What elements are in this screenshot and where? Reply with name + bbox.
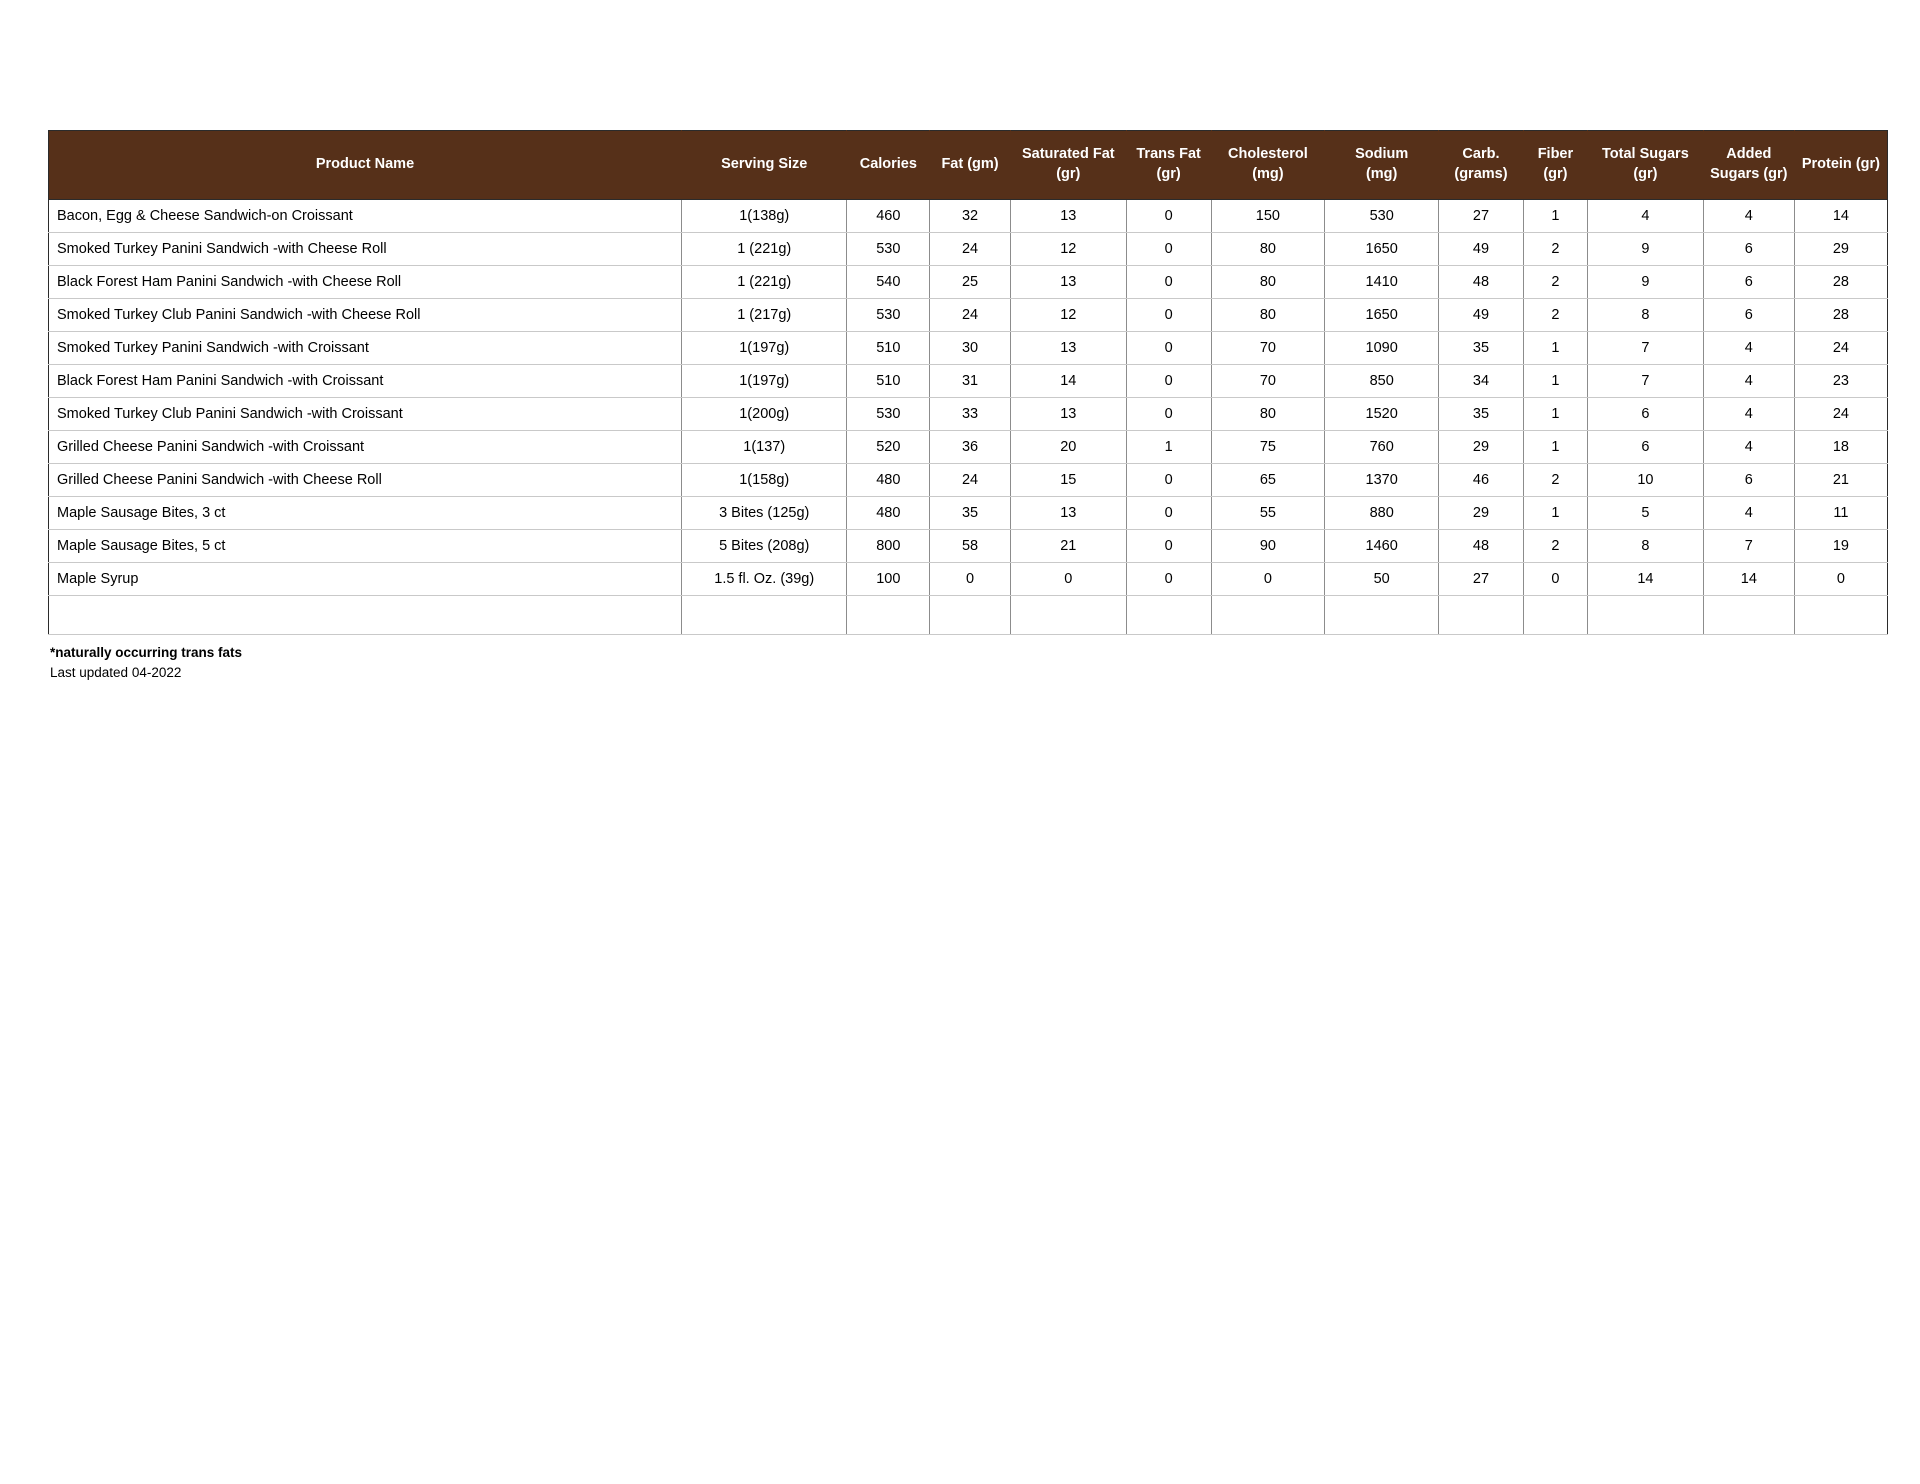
cell-added-sugars: 4 [1703,497,1794,530]
cell-saturated-fat: 13 [1010,398,1126,431]
cell-carb: 49 [1439,299,1524,332]
cell-fat: 58 [930,530,1011,563]
column-header-protein: Protein (gr) [1794,131,1887,200]
cell-fat [930,596,1011,635]
cell-serving-size [681,596,846,635]
cell-calories: 480 [847,464,930,497]
cell-cholesterol: 70 [1211,365,1325,398]
table-header [49,131,1888,200]
cell-carb [1439,596,1524,635]
cell-protein: 11 [1794,497,1887,530]
cell-sodium: 880 [1325,497,1439,530]
cell-calories [847,596,930,635]
cell-protein: 24 [1794,398,1887,431]
cell-calories: 800 [847,530,930,563]
cell-fiber: 1 [1523,365,1587,398]
cell-sodium: 760 [1325,431,1439,464]
table-row [49,431,1888,464]
cell-trans-fat: 0 [1126,497,1211,530]
cell-serving-size: 1(200g) [681,398,846,431]
column-header-serving-size: Serving Size [681,131,846,200]
cell-product-name: Grilled Cheese Panini Sandwich -with Croissant [49,431,682,464]
cell-fiber: 1 [1523,200,1587,233]
cell-total-sugars: 14 [1587,563,1703,596]
cell-sodium: 530 [1325,200,1439,233]
cell-protein: 18 [1794,431,1887,464]
cell-trans-fat: 0 [1126,200,1211,233]
cell-total-sugars: 6 [1587,398,1703,431]
cell-added-sugars: 14 [1703,563,1794,596]
cell-fiber: 1 [1523,431,1587,464]
cell-protein: 14 [1794,200,1887,233]
cell-calories: 510 [847,332,930,365]
column-header-calories: Calories [847,131,930,200]
column-header-added-sugars: Added Sugars (gr) [1703,131,1794,200]
cell-serving-size: 1 (217g) [681,299,846,332]
cell-trans-fat: 0 [1126,530,1211,563]
cell-product-name: Smoked Turkey Panini Sandwich -with Cheese Roll [49,233,682,266]
table-header-row [49,131,1888,200]
cell-sodium: 1650 [1325,233,1439,266]
cell-sodium [1325,596,1439,635]
cell-fiber: 1 [1523,497,1587,530]
cell-carb: 48 [1439,530,1524,563]
table-row [49,398,1888,431]
table-row [49,233,1888,266]
cell-saturated-fat: 14 [1010,365,1126,398]
cell-carb: 27 [1439,200,1524,233]
cell-fat: 31 [930,365,1011,398]
cell-saturated-fat: 20 [1010,431,1126,464]
cell-cholesterol: 150 [1211,200,1325,233]
cell-saturated-fat: 13 [1010,200,1126,233]
cell-serving-size: 1 (221g) [681,233,846,266]
cell-fiber: 2 [1523,530,1587,563]
cell-cholesterol: 80 [1211,299,1325,332]
cell-trans-fat: 1 [1126,431,1211,464]
cell-fiber: 1 [1523,398,1587,431]
cell-trans-fat: 0 [1126,233,1211,266]
cell-carb: 48 [1439,266,1524,299]
cell-trans-fat: 0 [1126,266,1211,299]
cell-saturated-fat [1010,596,1126,635]
cell-added-sugars: 4 [1703,332,1794,365]
cell-fat: 0 [930,563,1011,596]
cell-total-sugars: 4 [1587,200,1703,233]
cell-serving-size: 1(158g) [681,464,846,497]
cell-added-sugars: 4 [1703,200,1794,233]
cell-trans-fat: 0 [1126,563,1211,596]
cell-sodium: 1370 [1325,464,1439,497]
cell-cholesterol [1211,596,1325,635]
cell-calories: 460 [847,200,930,233]
cell-carb: 34 [1439,365,1524,398]
cell-calories: 510 [847,365,930,398]
cell-product-name: Black Forest Ham Panini Sandwich -with Cheese Roll [49,266,682,299]
cell-calories: 480 [847,497,930,530]
cell-added-sugars: 6 [1703,299,1794,332]
cell-added-sugars: 6 [1703,266,1794,299]
column-header-fat: Fat (gm) [930,131,1011,200]
cell-protein: 19 [1794,530,1887,563]
cell-product-name: Smoked Turkey Panini Sandwich -with Croissant [49,332,682,365]
cell-added-sugars [1703,596,1794,635]
cell-fiber: 0 [1523,563,1587,596]
cell-fiber: 2 [1523,233,1587,266]
cell-sodium: 1650 [1325,299,1439,332]
cell-total-sugars: 7 [1587,365,1703,398]
cell-sodium: 1410 [1325,266,1439,299]
cell-fiber: 2 [1523,266,1587,299]
cell-total-sugars: 7 [1587,332,1703,365]
cell-cholesterol: 80 [1211,266,1325,299]
cell-serving-size: 1 (221g) [681,266,846,299]
footnotes [48,643,1920,684]
cell-carb: 27 [1439,563,1524,596]
cell-calories: 530 [847,233,930,266]
cell-product-name: Grilled Cheese Panini Sandwich -with Cheese Roll [49,464,682,497]
cell-product-name: Maple Sausage Bites, 3 ct [49,497,682,530]
cell-product-name: Maple Syrup [49,563,682,596]
cell-carb: 46 [1439,464,1524,497]
cell-fat: 36 [930,431,1011,464]
column-header-fiber: Fiber (gr) [1523,131,1587,200]
column-header-cholesterol: Cholesterol (mg) [1211,131,1325,200]
cell-protein: 28 [1794,299,1887,332]
table-row [49,200,1888,233]
cell-saturated-fat: 15 [1010,464,1126,497]
cell-fat: 32 [930,200,1011,233]
cell-product-name: Bacon, Egg & Cheese Sandwich-on Croissant [49,200,682,233]
column-header-product-name: Product Name [49,131,682,200]
cell-total-sugars: 9 [1587,266,1703,299]
cell-total-sugars: 5 [1587,497,1703,530]
column-header-trans-fat: Trans Fat (gr) [1126,131,1211,200]
cell-protein: 29 [1794,233,1887,266]
cell-total-sugars [1587,596,1703,635]
table-row [49,365,1888,398]
cell-fiber [1523,596,1587,635]
table-row [49,596,1888,635]
table-row [49,332,1888,365]
cell-added-sugars: 4 [1703,365,1794,398]
column-header-saturated-fat: Saturated Fat (gr) [1010,131,1126,200]
cell-product-name: Smoked Turkey Club Panini Sandwich -with Croissant [49,398,682,431]
cell-trans-fat: 0 [1126,332,1211,365]
cell-protein: 24 [1794,332,1887,365]
nutrition-table [48,130,1888,635]
cell-serving-size: 1(138g) [681,200,846,233]
cell-added-sugars: 4 [1703,398,1794,431]
cell-added-sugars: 4 [1703,431,1794,464]
column-header-carb: Carb. (grams) [1439,131,1524,200]
cell-cholesterol: 80 [1211,233,1325,266]
cell-serving-size: 1(197g) [681,365,846,398]
cell-saturated-fat: 0 [1010,563,1126,596]
cell-saturated-fat: 13 [1010,332,1126,365]
cell-fiber: 2 [1523,299,1587,332]
column-header-sodium: Sodium (mg) [1325,131,1439,200]
cell-calories: 540 [847,266,930,299]
cell-trans-fat [1126,596,1211,635]
table-row [49,464,1888,497]
table-row [49,497,1888,530]
cell-saturated-fat: 13 [1010,497,1126,530]
cell-carb: 29 [1439,431,1524,464]
cell-cholesterol: 65 [1211,464,1325,497]
cell-carb: 29 [1439,497,1524,530]
cell-fat: 30 [930,332,1011,365]
cell-total-sugars: 8 [1587,530,1703,563]
cell-trans-fat: 0 [1126,299,1211,332]
cell-calories: 100 [847,563,930,596]
cell-product-name: Smoked Turkey Club Panini Sandwich -with Cheese Roll [49,299,682,332]
footnote-trans-fat: *naturally occurring trans fats [50,645,243,660]
cell-carb: 49 [1439,233,1524,266]
cell-product-name [49,596,682,635]
cell-added-sugars: 6 [1703,464,1794,497]
cell-serving-size: 5 Bites (208g) [681,530,846,563]
cell-fat: 24 [930,233,1011,266]
cell-saturated-fat: 13 [1010,266,1126,299]
cell-carb: 35 [1439,398,1524,431]
cell-fat: 24 [930,464,1011,497]
cell-cholesterol: 80 [1211,398,1325,431]
cell-trans-fat: 0 [1126,365,1211,398]
cell-fat: 35 [930,497,1011,530]
cell-cholesterol: 0 [1211,563,1325,596]
cell-serving-size: 1.5 fl. Oz. (39g) [681,563,846,596]
cell-sodium: 50 [1325,563,1439,596]
cell-fiber: 2 [1523,464,1587,497]
cell-trans-fat: 0 [1126,464,1211,497]
cell-calories: 530 [847,299,930,332]
cell-calories: 530 [847,398,930,431]
cell-cholesterol: 70 [1211,332,1325,365]
cell-cholesterol: 90 [1211,530,1325,563]
table-row [49,530,1888,563]
footnote-last-updated: Last updated 04-2022 [50,665,182,681]
cell-cholesterol: 75 [1211,431,1325,464]
cell-saturated-fat: 12 [1010,233,1126,266]
cell-protein: 21 [1794,464,1887,497]
cell-serving-size: 1(197g) [681,332,846,365]
cell-total-sugars: 9 [1587,233,1703,266]
cell-sodium: 1090 [1325,332,1439,365]
cell-saturated-fat: 21 [1010,530,1126,563]
cell-saturated-fat: 12 [1010,299,1126,332]
table-body [49,200,1888,635]
cell-serving-size: 3 Bites (125g) [681,497,846,530]
cell-trans-fat: 0 [1126,398,1211,431]
cell-sodium: 1520 [1325,398,1439,431]
cell-protein [1794,596,1887,635]
cell-total-sugars: 6 [1587,431,1703,464]
cell-fat: 25 [930,266,1011,299]
cell-added-sugars: 7 [1703,530,1794,563]
cell-fat: 24 [930,299,1011,332]
cell-added-sugars: 6 [1703,233,1794,266]
cell-carb: 35 [1439,332,1524,365]
cell-calories: 520 [847,431,930,464]
table-row [49,299,1888,332]
cell-total-sugars: 8 [1587,299,1703,332]
cell-product-name: Black Forest Ham Panini Sandwich -with Croissant [49,365,682,398]
cell-total-sugars: 10 [1587,464,1703,497]
cell-serving-size: 1(137) [681,431,846,464]
cell-protein: 23 [1794,365,1887,398]
table-row [49,563,1888,596]
cell-protein: 0 [1794,563,1887,596]
cell-fat: 33 [930,398,1011,431]
cell-sodium: 1460 [1325,530,1439,563]
cell-sodium: 850 [1325,365,1439,398]
cell-product-name: Maple Sausage Bites, 5 ct [49,530,682,563]
cell-cholesterol: 55 [1211,497,1325,530]
column-header-total-sugars: Total Sugars (gr) [1587,131,1703,200]
cell-protein: 28 [1794,266,1887,299]
cell-fiber: 1 [1523,332,1587,365]
table-row [49,266,1888,299]
